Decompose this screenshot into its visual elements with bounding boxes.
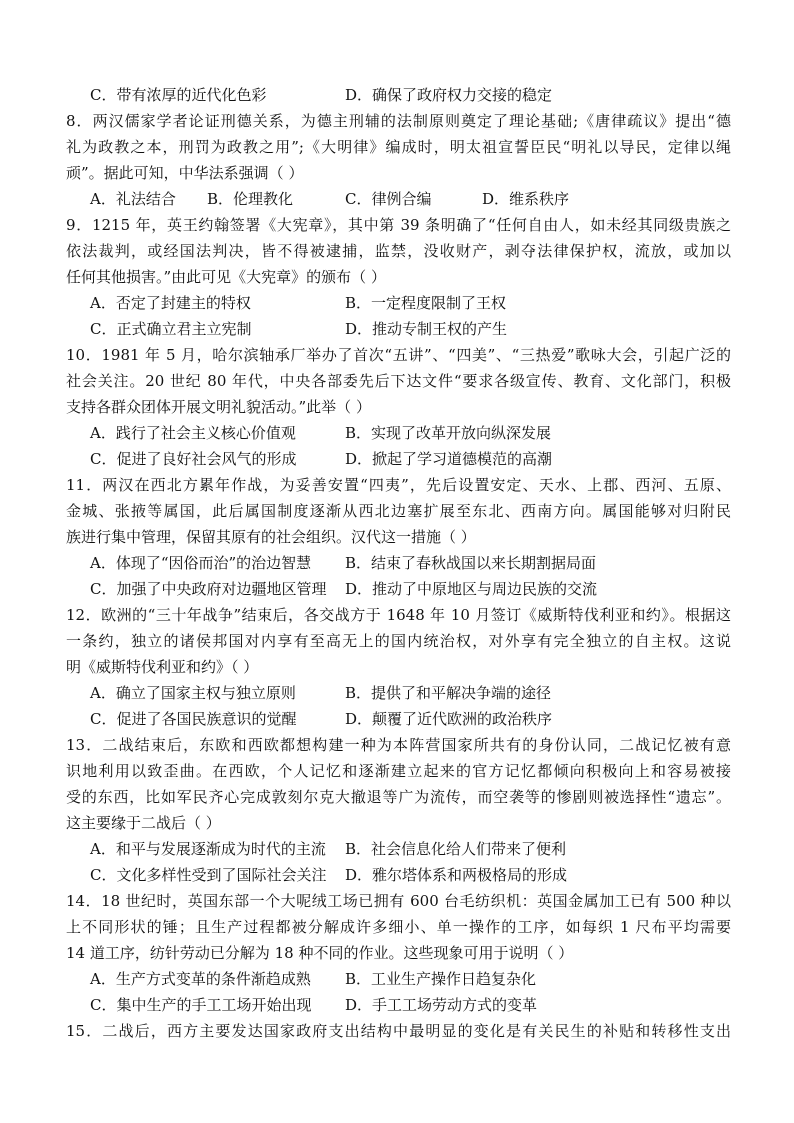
- q12-option-c: C．促进了各国民族意识的觉醒: [90, 710, 297, 728]
- q12-option-b: B．提供了和平解决争端的途径: [345, 684, 552, 702]
- q12-stem-line-1: 12．欧洲的“三十年战争”结束后，各交战方于 1648 年 10 月签订《威斯特伐利亚和约》。根据这: [66, 606, 731, 624]
- q8-stem-line-1: 8．两汉儒家学者论证刑德关系，为德主刑辅的法制原则奠定了理论基础;《唐律疏议》提出“德: [66, 112, 731, 130]
- q13-stem-line-3: 受的东西，比如军民齐心完成敦刻尔克大撤退等广为流传，而空袭等的惨剧则被选择性“遗忘”。: [66, 788, 731, 806]
- q9-option-b: B．一定程度限制了王权: [345, 294, 507, 312]
- q7-option-c: C．带有浓厚的近代化色彩: [90, 86, 267, 104]
- q10-option-b: B．实现了改革开放向纵深发展: [345, 424, 552, 442]
- q14-stem-line-3: 14 道工序，纺针劳动已分解为 18 种不同的作业。这些现象可用于说明（ ）: [66, 944, 574, 962]
- q8-stem-line-3: 顽”。据此可知，中华法系强调（ ）: [66, 164, 304, 182]
- q12-option-a: A．确立了国家主权与独立原则: [90, 684, 296, 702]
- q11-stem-line-3: 族进行集中管理，保留其原有的社会组织。汉代这一措施（ ）: [66, 528, 476, 546]
- q12-option-d: D．颠覆了近代欧洲的政治秩序: [345, 710, 553, 728]
- q11-option-c: C．加强了中央政府对边疆地区管理: [90, 580, 327, 598]
- q8-option-a: A．礼法结合: [90, 190, 176, 208]
- q9-stem-line-3: 任何其他损害。”由此可见《大宪章》的颁布（ ）: [66, 268, 386, 286]
- q13-stem-line-2: 识地利用以致歪曲。在西欧，个人记忆和逐渐建立起来的官方记忆都倾向积极向上和容易被接: [66, 762, 731, 780]
- q10-stem-line-2: 社会关注。20 世纪 80 年代，中央各部委先后下达文件“要求各级宣传、教育、文化部门，积极: [66, 372, 731, 390]
- q14-option-c: C．集中生产的手工工场开始出现: [90, 996, 312, 1014]
- q9-option-c: C．正式确立君主立宪制: [90, 320, 252, 338]
- q14-option-b: B．工业生产操作日趋复杂化: [345, 970, 537, 988]
- q9-stem-line-1: 9．1215 年，英王约翰签署《大宪章》，其中第 39 条明确了“任何自由人，如未经其同级贵族之: [66, 216, 731, 234]
- q14-stem-line-2: 上不同形状的锤；且生产过程都被分解成许多细小、单一操作的工序，如每织 1 尺布平均需要: [66, 918, 731, 936]
- q9-stem-line-2: 依法裁判，或经国法判决，皆不得被逮捕，监禁，没收财产，剥夺法律保护权，流放，或加以: [66, 242, 731, 260]
- q14-option-d: D．手工工场劳动方式的变革: [345, 996, 538, 1014]
- q10-option-d: D．掀起了学习道德模范的高潮: [345, 450, 553, 468]
- q13-option-c: C．文化多样性受到了国际社会关注: [90, 866, 327, 884]
- q8-option-c: C．律例合编: [345, 190, 432, 208]
- q13-option-b: B．社会信息化给人们带来了便利: [345, 840, 567, 858]
- q12-stem-line-3: 明《威斯特伐利亚和约》（ ）: [66, 658, 259, 676]
- q13-option-d: D．雅尔塔体系和两极格局的形成: [345, 866, 568, 884]
- q8-option-b: B．伦理教化: [207, 190, 294, 208]
- q10-stem-line-3: 支持各群众团体开展文明礼貌活动。”此举（ ）: [66, 398, 371, 416]
- q7-option-d: D．确保了政府权力交接的稳定: [345, 86, 553, 104]
- q10-stem-line-1: 10．1981 年 5 月，哈尔滨轴承厂举办了首次“五讲”、“四美”、“三热爱”歌咏大会，引起广泛的: [66, 346, 731, 364]
- q11-option-a: A．体现了“因俗而治”的治边智慧: [90, 554, 312, 572]
- q13-option-a: A．和平与发展逐渐成为时代的主流: [90, 840, 326, 858]
- q8-stem-line-2: 礼为政教之本，刑罚为政教之用”;《大明律》编成时，明太祖宣誓臣民“明礼以导民，定律以绳: [66, 138, 731, 156]
- q11-option-d: D．推动了中原地区与周边民族的交流: [345, 580, 598, 598]
- q15-stem-line-1: 15．二战后，西方主要发达国家政府支出结构中最明显的变化是有关民生的补贴和转移性支出: [66, 1022, 731, 1040]
- q11-stem-line-1: 11．两汉在西北方累年作战，为妥善安置“四夷”，先后设置安定、天水、上郡、西河、五原、: [66, 476, 731, 494]
- q11-option-b: B．结束了春秋战国以来长期割据局面: [345, 554, 597, 572]
- q10-option-a: A．践行了社会主义核心价值观: [90, 424, 296, 442]
- q14-stem-line-1: 14．18 世纪时，英国东部一个大呢绒工场已拥有 600 台毛纺织机：英国金属加工已有 500 种以: [66, 892, 731, 910]
- q10-option-c: C．促进了良好社会风气的形成: [90, 450, 297, 468]
- q12-stem-line-2: 一条约，独立的诸侯邦国对内享有至高无上的国内统治权，对外享有完全独立的自主权。这说: [66, 632, 731, 650]
- q9-option-d: D．推动专制王权的产生: [345, 320, 508, 338]
- q11-stem-line-2: 金城、张掖等属国，此后属国制度逐渐从西北边塞扩展至东北、西南方向。属国能够对归附民: [66, 502, 731, 520]
- q9-option-a: A．否定了封建主的特权: [90, 294, 251, 312]
- q8-option-d: D．维系秩序: [482, 190, 570, 208]
- q13-stem-line-4: 这主要缘于二战后（ ）: [66, 814, 221, 832]
- q14-option-a: A．生产方式变革的条件渐趋成熟: [90, 970, 311, 988]
- q13-stem-line-1: 13．二战结束后，东欧和西欧都想构建一种为本阵营国家所共有的身份认同，二战记忆被有意: [66, 736, 731, 754]
